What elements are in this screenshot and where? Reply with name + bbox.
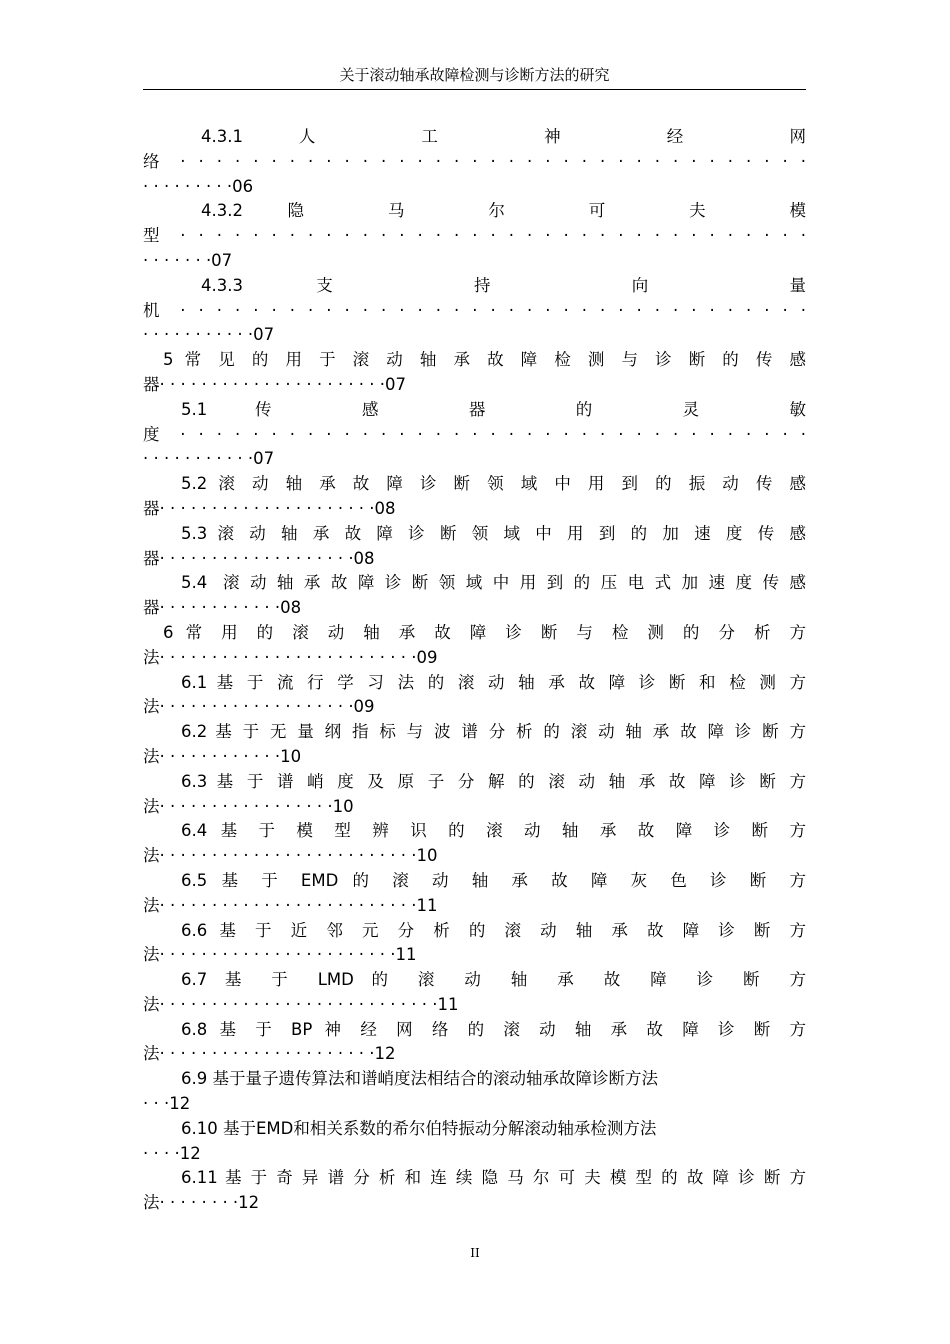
table-of-contents bbox=[143, 125, 806, 1216]
toc-entry-title: 4.3.3 支 持 向 量 bbox=[201, 275, 806, 295]
toc-entry-6-7[interactable] bbox=[143, 968, 806, 1018]
toc-entry-6-8[interactable] bbox=[143, 1018, 806, 1068]
toc-entry-6-3[interactable] bbox=[143, 770, 806, 820]
toc-entry-title: 6.8 基 于 BP 神 经 网 络 的 滚 动 轴 承 故 障 诊 断 方 bbox=[181, 1019, 806, 1039]
toc-entry-5-3[interactable] bbox=[143, 522, 806, 572]
page-number: II bbox=[470, 1246, 480, 1260]
toc-entry-6-6[interactable] bbox=[143, 919, 806, 969]
toc-page-ref: 法· · · · · · · · · · · · · · · · · · · · · · · · · · ·11 bbox=[143, 994, 459, 1014]
toc-page-ref: · · · · · · · · ·06 bbox=[143, 176, 254, 196]
toc-page-ref: 法· · · · · · · · · · · · · · · · · · · · ·12 bbox=[143, 1044, 396, 1064]
running-header: 关于滚动轴承故障检测与诊断方法的研究 bbox=[339, 66, 610, 84]
toc-entry-title: 6.7 基 于 LMD 的 滚 动 轴 承 故 障 诊 断 方 bbox=[181, 970, 806, 990]
toc-entry-4-3-2[interactable] bbox=[143, 199, 806, 273]
toc-page-ref: 法· · · · · · · · · · · · · · · · ·10 bbox=[143, 796, 354, 816]
toc-entry-6[interactable] bbox=[143, 621, 806, 671]
toc-page-ref: · · · ·12 bbox=[143, 1143, 201, 1163]
toc-leader: 型 · · · · · · · · · · · · · · · · · · · · · · · · · · · · · · · · · · · bbox=[143, 226, 806, 246]
toc-entry-5-4[interactable] bbox=[143, 571, 806, 621]
toc-entry-5[interactable] bbox=[143, 348, 806, 398]
toc-entry-title: 6.3 基 于 谱 峭 度 及 原 子 分 解 的 滚 动 轴 承 故 障 诊 断 方 bbox=[181, 771, 806, 791]
toc-page-ref: 法· · · · · · · · · · · · · · · · · · ·09 bbox=[143, 697, 375, 717]
toc-entry-title: 5.1 传 感 器 的 灵 敏 bbox=[181, 399, 806, 419]
toc-entry-title: 5.3 滚 动 轴 承 故 障 诊 断 领 域 中 用 到 的 加 速 度 传 感 bbox=[181, 523, 806, 543]
toc-entry-6-1[interactable] bbox=[143, 671, 806, 721]
toc-entry-6-11[interactable] bbox=[143, 1166, 806, 1216]
toc-page-ref: · · · · · · ·07 bbox=[143, 250, 233, 270]
header-rule bbox=[143, 89, 806, 90]
toc-page-ref: 法· · · · · · · ·12 bbox=[143, 1193, 260, 1213]
toc-entry-title: 4.3.1 人 工 神 经 网 bbox=[201, 127, 806, 146]
toc-entry-title: 6 常 用 的 滚 动 轴 承 故 障 诊 断 与 检 测 的 分 析 方 bbox=[163, 622, 806, 642]
toc-entry-title: 6.10 基于EMD和相关系数的希尔伯特振动分解滚动轴承检测方法 bbox=[181, 1118, 657, 1138]
toc-entry-title: 5.4 滚动轴承故障诊断领域中用到的压电式加速度传感 bbox=[181, 573, 806, 593]
toc-entry-5-1[interactable] bbox=[143, 398, 806, 472]
toc-page-ref: 器· · · · · · · · · · · ·08 bbox=[143, 598, 302, 618]
toc-entry-6-2[interactable] bbox=[143, 720, 806, 770]
toc-page-ref: · · · · · · · · · · ·07 bbox=[143, 325, 275, 345]
toc-leader: 机 · · · · · · · · · · · · · · · · · · · · · · · · · · · · · · · · · · · bbox=[143, 300, 806, 320]
toc-entry-title: 6.1 基 于 流 行 学 习 法 的 滚 动 轴 承 故 障 诊 断 和 检 测 方 bbox=[181, 672, 806, 692]
toc-entry-6-4[interactable] bbox=[143, 819, 806, 869]
toc-page-ref: 器· · · · · · · · · · · · · · · · · · · · ·08 bbox=[143, 498, 396, 518]
toc-entry-title: 6.5 基 于 EMD 的 滚 动 轴 承 故 障 灰 色 诊 断 方 bbox=[181, 870, 806, 890]
toc-entry-6-5[interactable] bbox=[143, 869, 806, 919]
toc-page-ref: · · ·12 bbox=[143, 1094, 191, 1114]
toc-entry-title: 5 常 见 的 用 于 滚 动 轴 承 故 障 检 测 与 诊 断 的 传 感 bbox=[163, 350, 806, 370]
toc-entry-4-3-1[interactable] bbox=[143, 125, 806, 199]
toc-page-ref: 器· · · · · · · · · · · · · · · · · · ·08 bbox=[143, 548, 375, 568]
toc-page-ref: 法· · · · · · · · · · · · · · · · · · · · · · · · ·10 bbox=[143, 846, 438, 866]
toc-entry-5-2[interactable] bbox=[143, 472, 806, 522]
toc-leader: 络 · · · · · · · · · · · · · · · · · · · · · · · · · · · · · · · · · · · bbox=[143, 151, 806, 171]
toc-entry-title: 6.2 基 于 无 量 纲 指 标 与 波 谱 分 析 的 滚 动 轴 承 故 障 诊 断 方 bbox=[181, 722, 806, 742]
toc-entry-6-10[interactable] bbox=[143, 1117, 806, 1167]
toc-page-ref: 法· · · · · · · · · · · · · · · · · · · · · · · · ·11 bbox=[143, 895, 438, 915]
toc-entry-title: 6.6 基 于 近 邻 元 分 析 的 滚 动 轴 承 故 障 诊 断 方 bbox=[181, 920, 806, 940]
toc-page-ref: 法· · · · · · · · · · · · · · · · · · · · · · · · ·09 bbox=[143, 647, 438, 667]
toc-entry-title: 6.4 基 于 模 型 辨 识 的 滚 动 轴 承 故 障 诊 断 方 bbox=[181, 821, 806, 841]
toc-entry-title: 4.3.2 隐 马 尔 可 夫 模 bbox=[201, 201, 806, 221]
toc-page-ref: 法· · · · · · · · · · · · · · · · · · · · · · ·11 bbox=[143, 945, 417, 965]
toc-page-ref: 器· · · · · · · · · · · · · · · · · · · · · ·07 bbox=[143, 374, 407, 394]
toc-page-ref: · · · · · · · · · · ·07 bbox=[143, 449, 275, 469]
toc-entry-6-9[interactable] bbox=[143, 1067, 806, 1117]
toc-entry-title: 5.2 滚 动 轴 承 故 障 诊 断 领 域 中 用 到 的 振 动 传 感 bbox=[181, 474, 806, 494]
toc-entry-title: 6.9 基于量子遗传算法和谱峭度法相结合的滚动轴承故障诊断方法 bbox=[181, 1069, 658, 1089]
toc-entry-title: 6.11 基 于 奇 异 谱 分 析 和 连 续 隐 马 尔 可 夫 模 型 的 故 障 诊 断 方 bbox=[181, 1168, 806, 1188]
toc-leader: 度 · · · · · · · · · · · · · · · · · · · · · · · · · · · · · · · · · · · bbox=[143, 424, 806, 444]
toc-page-ref: 法· · · · · · · · · · · ·10 bbox=[143, 746, 302, 766]
toc-entry-4-3-3[interactable] bbox=[143, 274, 806, 348]
